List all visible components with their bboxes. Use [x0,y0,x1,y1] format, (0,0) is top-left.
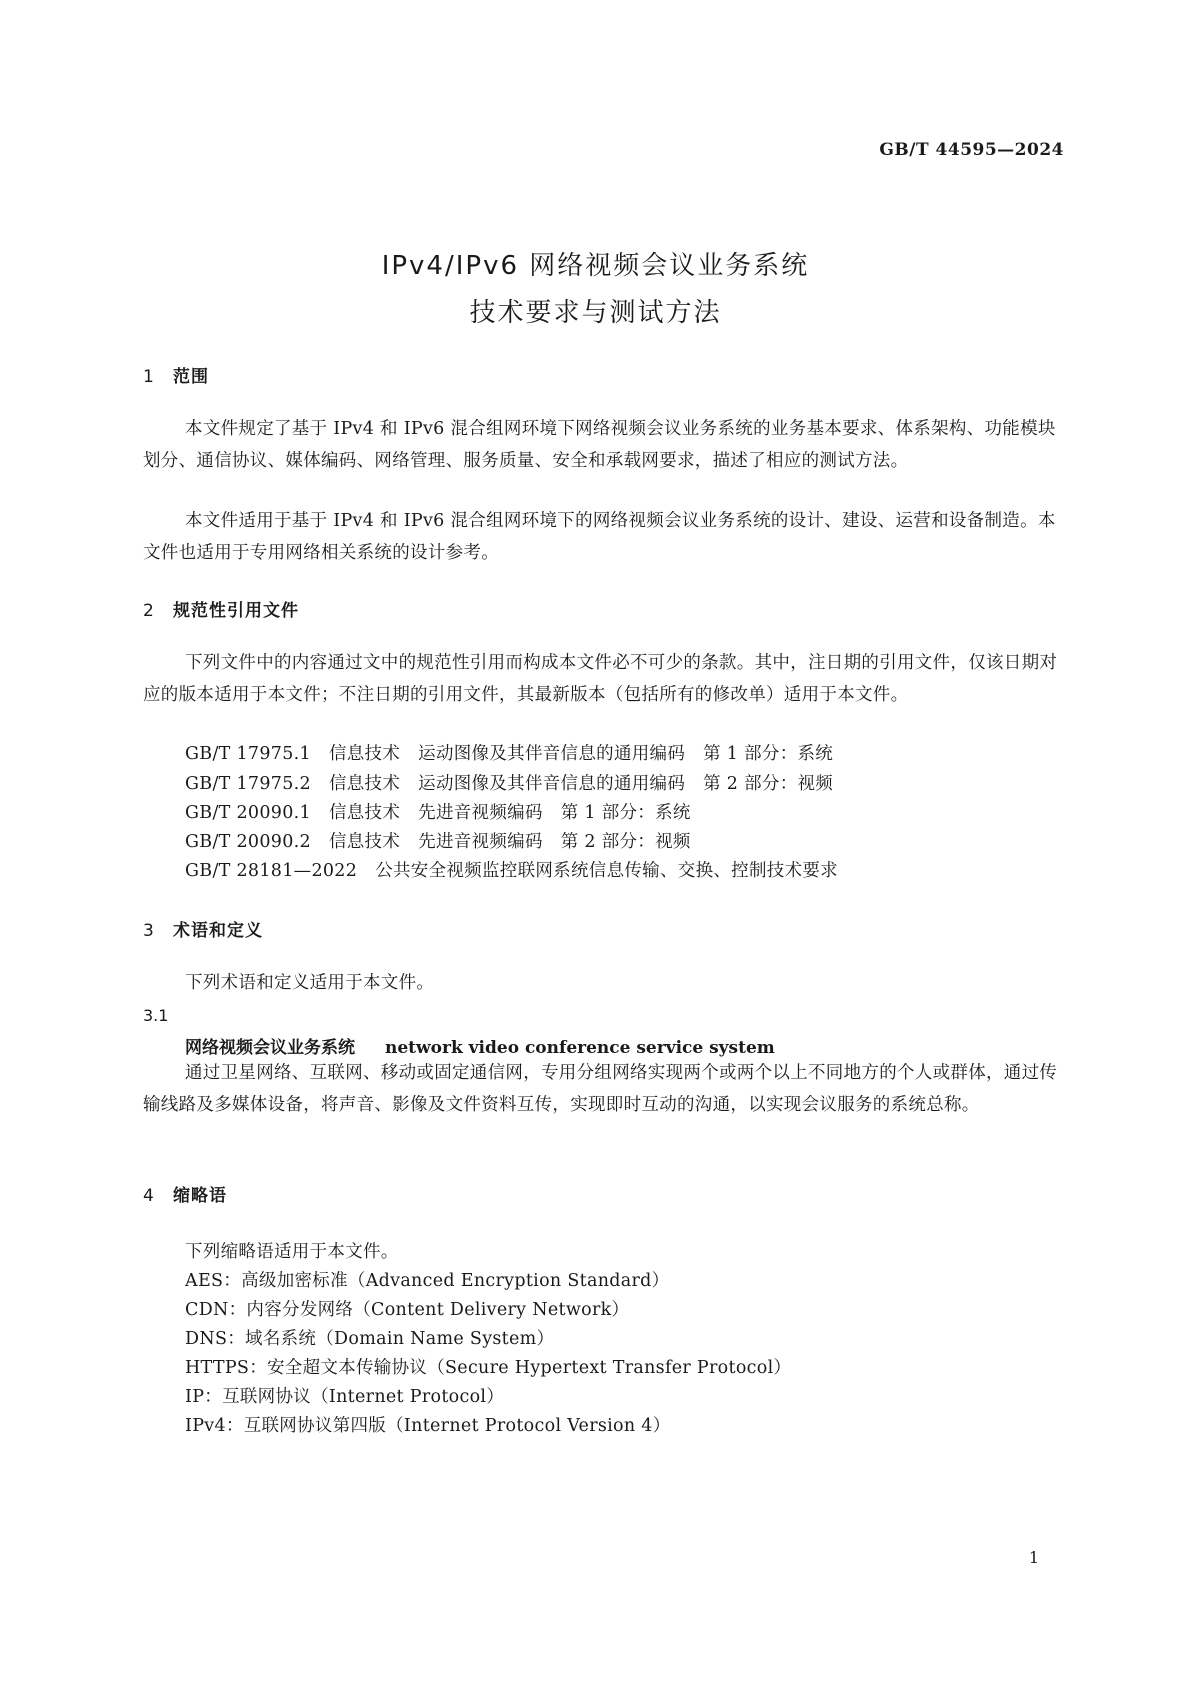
reference-code: GB/T 17975.2 [185,774,311,794]
paragraph: 下列文件中的内容通过文中的规范性引用而构成本文件必不可少的条款。其中，注日期的引用文件，仅该日期对应的版本适用于本文件；不注日期的引用文件，其最新版本（包括所有的修改单）适用于本文件。 [143,653,1058,705]
reference-item [185,740,833,765]
reference-item [185,828,691,853]
abbreviation-item: AES：高级加密标准（Advanced Encryption Standard） [185,1271,670,1291]
reference-part: 信息技术 [328,774,401,794]
reference-part: 第 1 部分：系统 [703,744,834,764]
term-name-zh: 网络视频会议业务系统 [185,1038,355,1058]
reference-code: GB/T 20090.2 [185,832,311,852]
section-title: 规范性引用文件 [173,601,299,621]
term-definition: 通过卫星网络、互联网、移动或固定通信网，专用分组网络实现两个或两个以上不同地方的个人或群体，通过传输线路及多媒体设备，将声音、影像及文件资料互传，实现即时互动的沟通，以实现会议服务的系统总称。 [143,1063,1058,1115]
section-heading-terms [143,916,263,941]
standard-number: GB/T 44595—2024 [879,140,1064,160]
abbreviation-item: DNS：域名系统（Domain Name System） [185,1329,555,1349]
reference-part: 信息技术 [328,744,401,764]
paragraph: 本文件适用于基于 IPv4 和 IPv6 混合组网环境下的网络视频会议业务系统的设计、建设、运营和设备制造。本文件也适用于专用网络相关系统的设计参考。 [143,511,1056,563]
reference-part: 第 2 部分：视频 [560,832,691,852]
page-number: 1 [1028,1548,1039,1567]
section-number: 4 [143,1186,155,1206]
document-title-line1: IPv4/IPv6 网络视频会议业务系统 [381,251,810,281]
reference-item [185,770,833,795]
paragraph: 下列缩略语适用于本文件。 [185,1242,399,1262]
reference-item [185,857,838,882]
reference-item [185,799,691,824]
abbreviation-item: HTTPS：安全超文本传输协议（Secure Hypertext Transfer Protocol） [185,1358,792,1378]
section-heading-abbreviations [143,1181,227,1206]
paragraph: 本文件规定了基于 IPv4 和 IPv6 混合组网环境下网络视频会议业务系统的业务基本要求、体系架构、功能模块划分、通信协议、媒体编码、网络管理、服务质量、安全和承载网要求，描述了相应的测试方法。 [143,419,1056,471]
reference-part: 先进音视频编码 [418,803,543,823]
abbreviation-item: IP：互联网协议（Internet Protocol） [185,1387,505,1407]
section-heading-normative-references [143,596,299,621]
reference-part: 信息技术 [328,803,401,823]
section-number: 3 [143,921,155,941]
section-title: 缩略语 [173,1186,227,1206]
reference-part: 先进音视频编码 [418,832,543,852]
section-title: 术语和定义 [173,921,263,941]
paragraph: 下列术语和定义适用于本文件。 [185,973,435,993]
reference-part: 公共安全视频监控联网系统信息传输、交换、控制技术要求 [375,861,838,881]
term-title [185,1033,775,1058]
section-number: 1 [143,367,155,387]
reference-part: 第 1 部分：系统 [560,803,691,823]
term-number: 3.1 [143,1006,169,1025]
reference-code: GB/T 28181—2022 [185,861,358,881]
reference-code: GB/T 20090.1 [185,803,311,823]
reference-code: GB/T 17975.1 [185,744,311,764]
reference-part: 第 2 部分：视频 [703,774,834,794]
section-heading-scope [143,362,209,387]
section-number: 2 [143,601,155,621]
abbreviation-item: IPv4：互联网协议第四版（Internet Protocol Version 4） [185,1416,671,1436]
term-name-en: network video conference service system [385,1038,775,1058]
section-title: 范围 [173,367,209,387]
reference-part: 运动图像及其伴音信息的通用编码 [418,774,686,794]
document-title-line2: 技术要求与测试方法 [469,298,722,328]
reference-part: 信息技术 [328,832,401,852]
abbreviation-item: CDN：内容分发网络（Content Delivery Network） [185,1300,630,1320]
reference-part: 运动图像及其伴音信息的通用编码 [418,744,686,764]
